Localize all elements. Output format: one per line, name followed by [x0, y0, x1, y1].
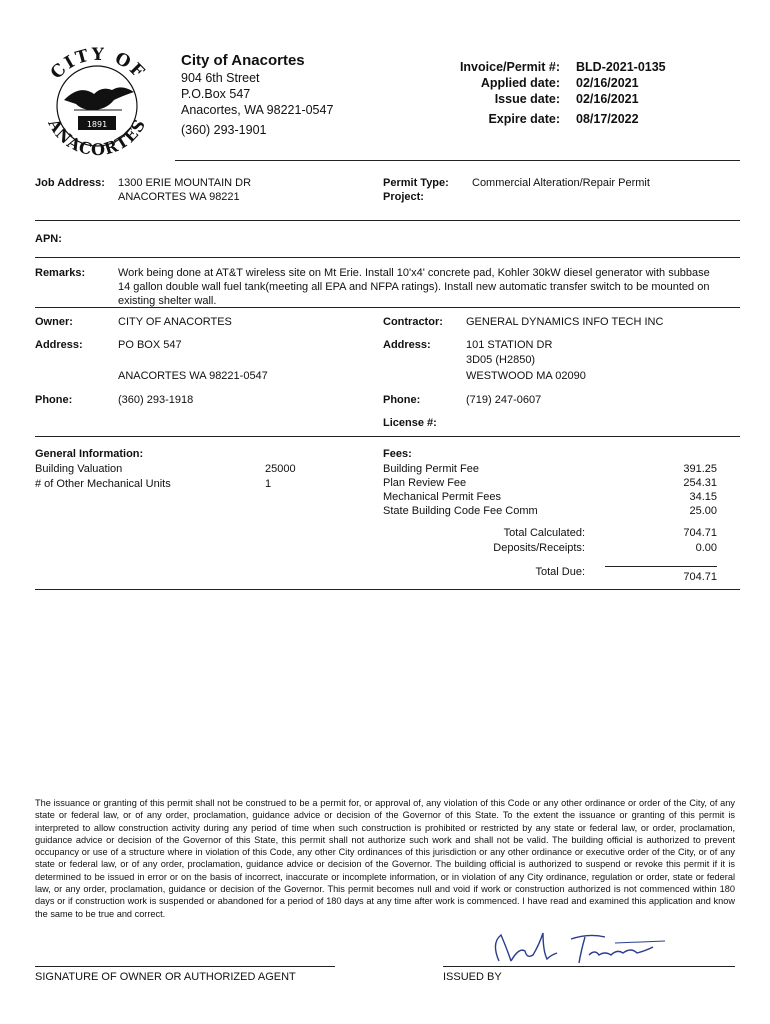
- fee-item-value: 391.25: [683, 463, 717, 475]
- owner-signature-label: SIGNATURE OF OWNER OR AUTHORIZED AGENT: [35, 971, 296, 983]
- apn-label: APN:: [35, 233, 62, 245]
- total-calculated-value: 704.71: [683, 527, 717, 539]
- owner-label: Owner:: [35, 316, 73, 328]
- contractor-address-label: Address:: [383, 339, 431, 351]
- owner-address-line2: ANACORTES WA 98221-0547: [118, 370, 268, 382]
- owner-signature-line: [35, 966, 335, 967]
- license-label: License #:: [383, 417, 437, 429]
- divider-1: [35, 220, 740, 221]
- applied-date-value: 02/16/2021: [576, 76, 639, 90]
- general-info-item-label: Building Valuation: [35, 463, 123, 475]
- total-due-rule: [605, 566, 717, 567]
- invoice-value: BLD-2021-0135: [576, 60, 666, 74]
- org-address-line3: Anacortes, WA 98221-0547: [181, 103, 334, 117]
- org-address-line1: 904 6th Street: [181, 71, 260, 85]
- project-label: Project:: [383, 191, 424, 203]
- issue-date-label: Issue date:: [494, 92, 560, 106]
- owner-phone-label: Phone:: [35, 394, 73, 406]
- remarks-text: Work being done at AT&T wireless site on Mt Erie. Install 10'x4' concrete pad, Kohler 30kW diesel generator with subbase 14 gallon double wall fuel tank(meeting all EPA and NFPA ratings). Install new automatic transfer switch to be mounted on existing shelter wall.: [118, 267, 710, 307]
- owner-phone: (360) 293-1918: [118, 394, 194, 406]
- owner-name: CITY OF ANACORTES: [118, 316, 232, 328]
- contractor-phone: (719) 247-0607: [466, 394, 542, 406]
- divider-3: [35, 307, 740, 308]
- contractor-phone-label: Phone:: [383, 394, 421, 406]
- expire-date-label: Expire date:: [488, 112, 560, 126]
- general-info-title: General Information:: [35, 448, 144, 460]
- contractor-label: Contractor:: [383, 316, 443, 328]
- owner-address-label: Address:: [35, 339, 83, 351]
- contractor-address-line1: 101 STATION DR: [466, 339, 553, 351]
- permit-type-value: Commercial Alteration/Repair Permit: [472, 177, 650, 189]
- divider-5: [35, 589, 740, 590]
- fee-item-label: Mechanical Permit Fees: [383, 491, 501, 503]
- svg-text:1891: 1891: [86, 120, 108, 129]
- svg-text:ANACORTES: ANACORTES: [44, 115, 150, 160]
- divider-2: [35, 257, 740, 258]
- header-divider: [175, 160, 740, 161]
- org-address-line2: P.O.Box 547: [181, 87, 251, 101]
- fee-item-value: 254.31: [683, 477, 717, 489]
- fee-item-label: State Building Code Fee Comm: [383, 505, 538, 517]
- expire-date-value: 08/17/2022: [576, 112, 639, 126]
- issued-by-line: [443, 966, 735, 967]
- deposits-label: Deposits/Receipts:: [493, 542, 585, 554]
- org-phone: (360) 293-1901: [181, 123, 267, 137]
- job-address-line1: 1300 ERIE MOUNTAIN DR: [118, 177, 252, 189]
- owner-address-line1: PO BOX 547: [118, 339, 182, 351]
- issuer-signature: [485, 925, 675, 970]
- org-name: City of Anacortes: [181, 52, 305, 69]
- job-address-label: Job Address:: [35, 177, 105, 189]
- contractor-name: GENERAL DYNAMICS INFO TECH INC: [466, 316, 664, 328]
- general-info-item-value: 25000: [265, 463, 296, 475]
- legal-disclaimer: The issuance or granting of this permit shall not be construed to be a permit for, or approval of, any violation of this Code or any other ordinance or order of the City, of any state or federal law, or of any order, proclamation, guidance advice or decision of the Governor of this State. To the extent the issuance or granting of this permit is interpreted to allow construction activity during any period of time when such construction is prohibited or restricted by any state or federal law, or order, proclamation, guidance advice or decision of the Governor of this State, this permit shall not authorize such work and shall not be valid. The building official is authorized to prevent occupancy or use of a structure where in violation of this Code, any other City ordinances of this jurisdiction or any other ordinance or executive order of the City, or of any state or federal law, or of any order, proclamation, guidance advice or decision of the Governor. The building official is authorized to suspend or revoke this permit if it is determined to be issued in error or on the basis of incorrect, inaccurate or incomplete information, or in violation of any City ordinance, regulation or order, state or federal law, or any order, proclamation, guidance or decision of the Governor. This permit becomes null and void if work or construction authorized is not commenced within 180 days or if construction work is suspended or abandoned for a period of 180 days at any time after work is commenced. I have read and examined this application and know the same to be true and correct.: [35, 798, 735, 919]
- total-due-value: 704.71: [683, 571, 717, 583]
- total-calculated-label: Total Calculated:: [503, 527, 585, 539]
- general-info-item-value: 1: [265, 478, 272, 490]
- fee-item-label: Building Permit Fee: [383, 463, 479, 475]
- remarks-label: Remarks:: [35, 267, 86, 279]
- fee-item-value: 34.15: [689, 491, 717, 503]
- fees-title: Fees:: [383, 448, 412, 460]
- fee-item-value: 25.00: [689, 505, 717, 517]
- applied-date-label: Applied date:: [480, 76, 560, 90]
- divider-4: [35, 436, 740, 437]
- general-info-item-label: # of Other Mechanical Units: [35, 478, 171, 490]
- invoice-label: Invoice/Permit #:: [459, 60, 560, 74]
- city-seal-logo: [30, 40, 160, 160]
- issue-date-value: 02/16/2021: [576, 92, 639, 106]
- deposits-value: 0.00: [695, 542, 717, 554]
- issued-by-label: ISSUED BY: [443, 971, 502, 983]
- svg-text:CITY OF: CITY OF: [46, 44, 150, 84]
- total-due-label: Total Due:: [535, 566, 585, 578]
- contractor-address-line3: WESTWOOD MA 02090: [466, 370, 586, 382]
- fee-item-label: Plan Review Fee: [383, 477, 467, 489]
- job-address-line2: ANACORTES WA 98221: [118, 191, 240, 203]
- permit-type-label: Permit Type:: [383, 177, 449, 189]
- contractor-address-line2: 3D05 (H2850): [466, 354, 536, 366]
